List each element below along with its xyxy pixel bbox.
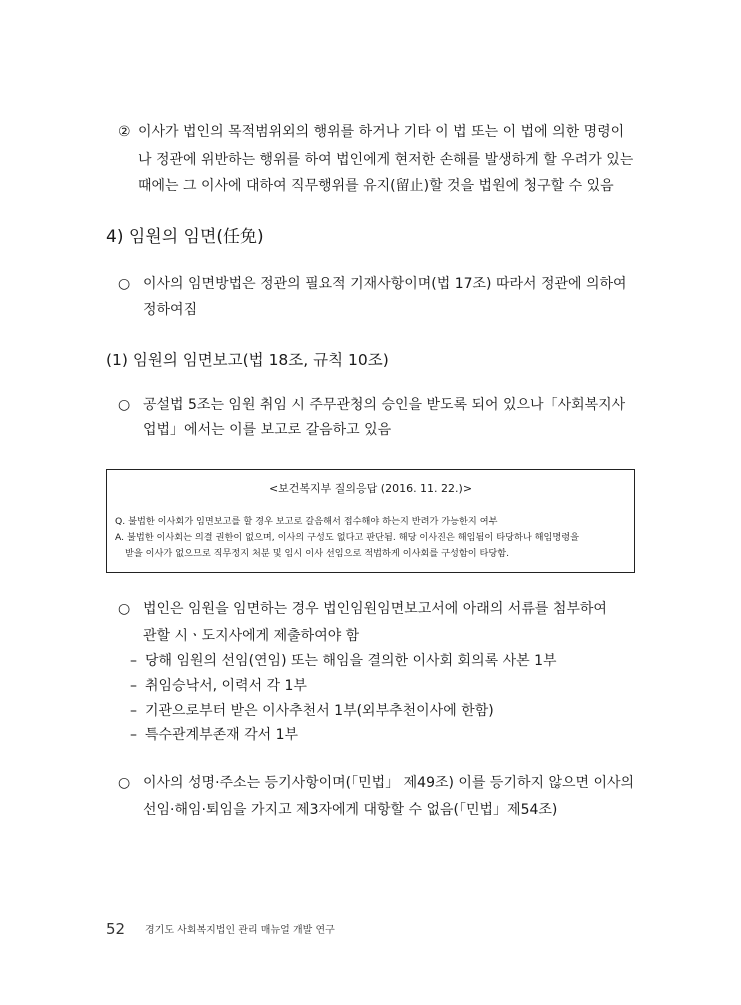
circle-bullet-marker: ○ <box>118 397 131 413</box>
paragraph-line: 공설법 5조는 임원 취임 시 주무관청의 승인을 받도록 되어 있으나「사회복지사 <box>143 397 626 413</box>
paragraph-line: 이사가 법인의 목적범위외의 행위를 하거나 기타 이 법 또는 이 법에 의한 명령이 <box>138 124 625 140</box>
section-heading: 4) 임원의 임면(任免) <box>106 227 264 247</box>
qa-question: Q. 불법한 이사회가 임면보고를 할 경우 보고로 갈음해서 접수해야 하는지 반려가 가능한지 여부 <box>115 516 498 527</box>
dash-marker: – <box>130 653 137 669</box>
paragraph-line: 관할 시ㆍ도지사에게 제출하여야 함 <box>143 628 360 644</box>
dash-marker: – <box>130 703 137 719</box>
paragraph-line: 이사의 성명·주소는 등기사항이며(「민법」 제49조) 이를 등기하지 않으면 이사의 <box>143 775 635 791</box>
dash-marker: – <box>130 678 137 694</box>
circle-bullet-marker: ○ <box>118 276 131 292</box>
qa-box <box>106 469 635 573</box>
qa-box-title: <보건복지부 질의응답 (2016. 11. 22.)> <box>268 482 473 495</box>
qa-answer-continued: 받을 이사가 없으므로 직무정지 처분 및 임시 이사 선임으로 적법하게 이사회를 구성함이 타당함. <box>125 548 510 559</box>
circled-number-marker: ② <box>118 124 131 140</box>
qa-answer: A. 불법한 이사회는 의결 권한이 없으며, 이사의 구성도 없다고 판단됨. 해당 이사진은 해임됨이 타당하나 해임명령을 <box>115 532 580 543</box>
paragraph-line: 이사의 임면방법은 정관의 필요적 기재사항이며(법 17조) 따라서 정관에 의하여 <box>143 276 627 292</box>
paragraph-line: 업법」에서는 이를 보고로 갈음하고 있음 <box>143 422 392 438</box>
paragraph-line: 법인은 임원을 임면하는 경우 법인임원임면보고서에 아래의 서류를 첨부하여 <box>143 601 607 617</box>
subsection-heading: (1) 임원의 임면보고(법 18조, 규칙 10조) <box>106 351 389 369</box>
paragraph-line: 선임·해임·퇴임을 가지고 제3자에게 대항할 수 없음(「민법」제54조) <box>143 802 558 818</box>
footer-title: 경기도 사회복지법인 관리 매뉴얼 개발 연구 <box>145 925 335 936</box>
list-item: 취임승낙서, 이력서 각 1부 <box>145 678 307 694</box>
circle-bullet-marker: ○ <box>118 601 131 617</box>
paragraph-line: 나 정관에 위반하는 행위를 하여 법인에게 현저한 손해를 발생하게 할 우려가 있는 <box>138 152 634 168</box>
list-item: 당해 임원의 선임(연임) 또는 해임을 결의한 이사회 회의록 사본 1부 <box>145 653 557 669</box>
page-number: 52 <box>106 920 126 938</box>
dash-marker: – <box>130 727 137 743</box>
paragraph-line: 때에는 그 이사에 대하여 직무행위를 유지(留止)할 것을 법원에 청구할 수 있음 <box>138 178 614 194</box>
paragraph-line: 정하여짐 <box>143 302 198 318</box>
list-item: 특수관계부존재 각서 1부 <box>145 727 299 743</box>
list-item: 기관으로부터 받은 이사추천서 1부(외부추천이사에 한함) <box>145 703 494 719</box>
circle-bullet-marker: ○ <box>118 775 131 791</box>
